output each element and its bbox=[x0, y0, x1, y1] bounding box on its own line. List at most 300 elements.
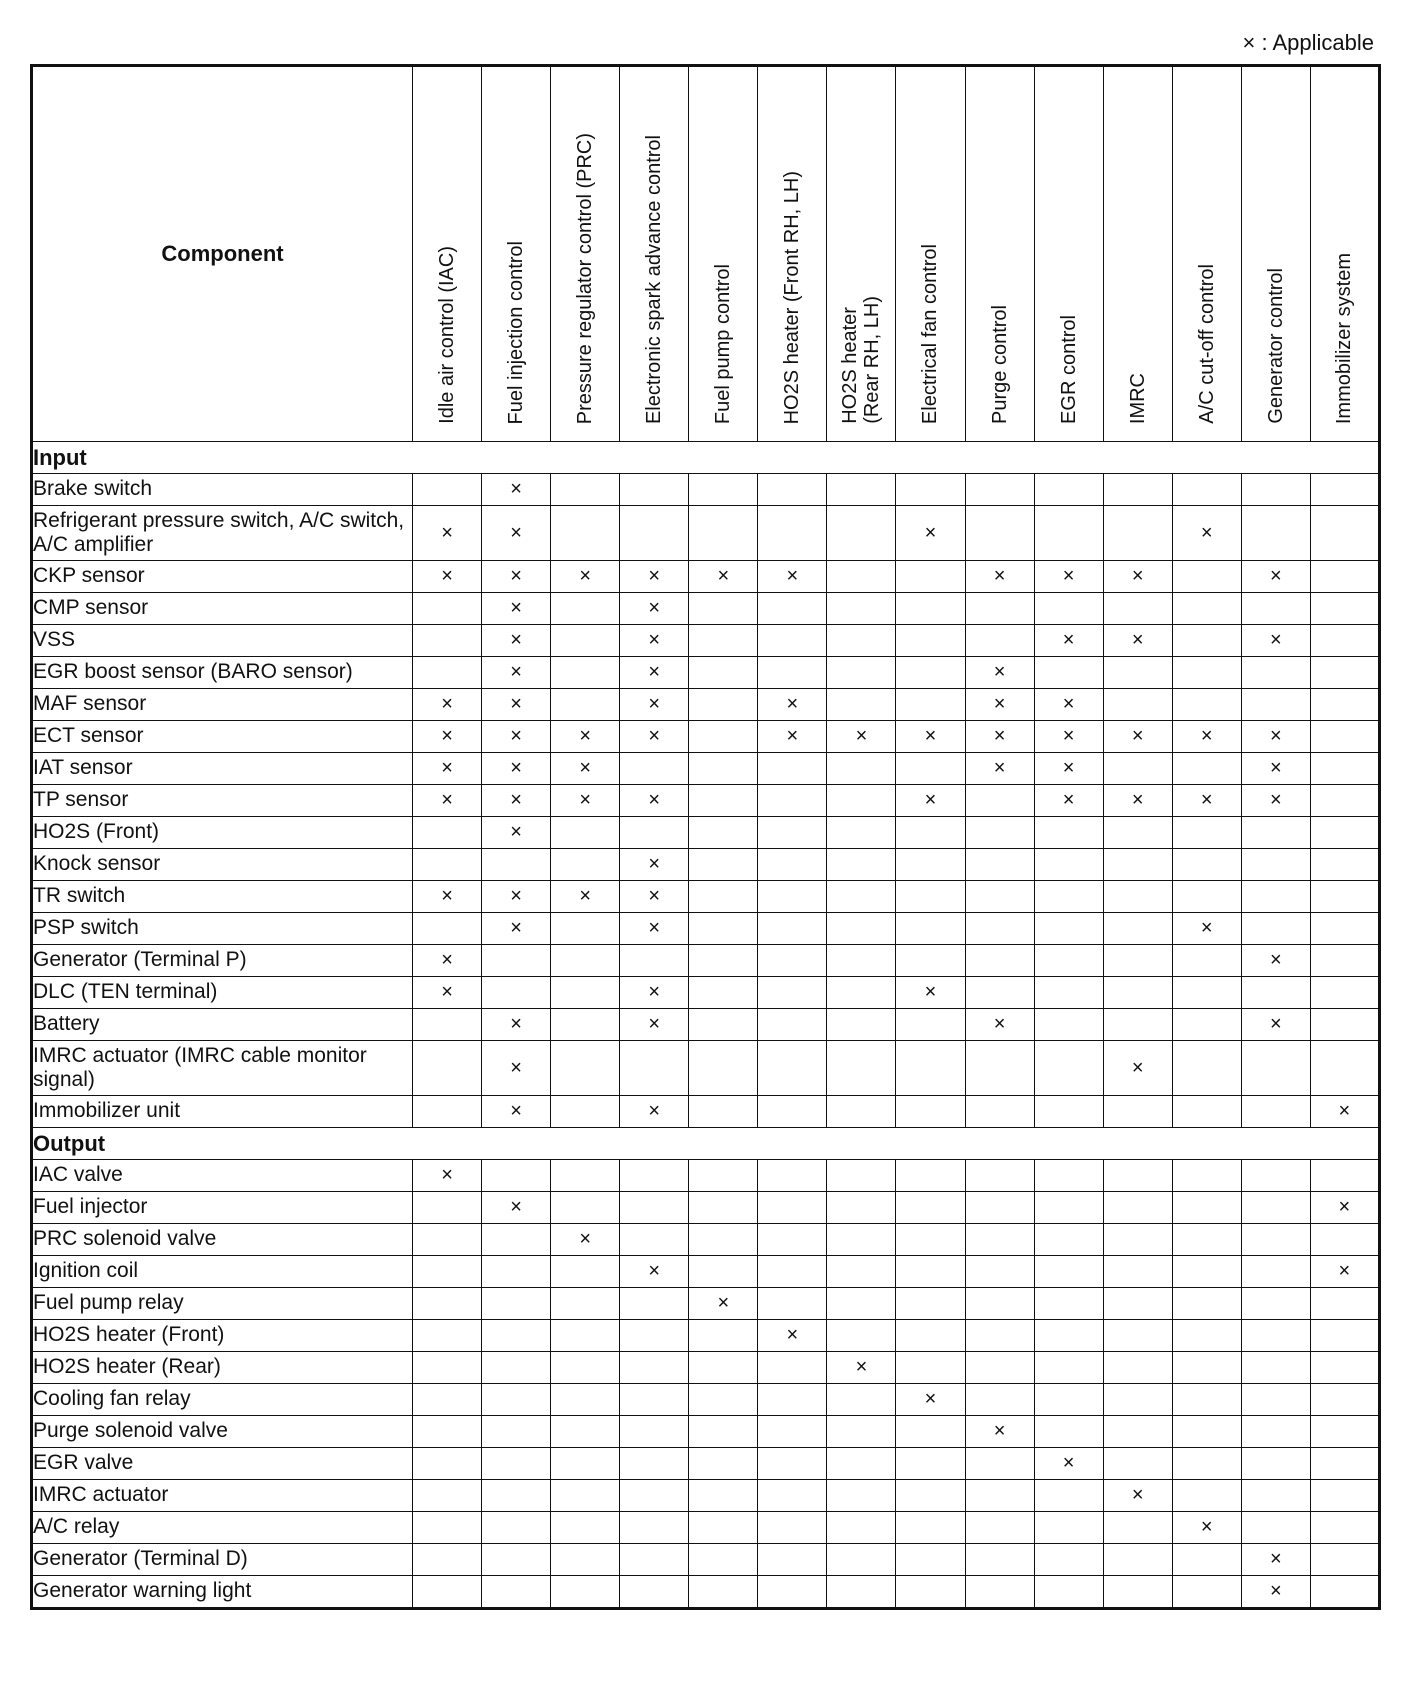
empty-cell bbox=[1034, 593, 1103, 625]
empty-cell bbox=[620, 1352, 689, 1384]
empty-cell bbox=[896, 593, 965, 625]
empty-cell bbox=[1172, 1576, 1241, 1609]
applicable-mark: × bbox=[482, 785, 551, 817]
table-row bbox=[32, 881, 1380, 913]
empty-cell bbox=[827, 1009, 896, 1041]
component-name: IMRC actuator (IMRC cable monitor signal) bbox=[32, 1041, 413, 1096]
empty-cell bbox=[620, 1512, 689, 1544]
empty-cell bbox=[758, 1576, 827, 1609]
empty-cell bbox=[1310, 945, 1379, 977]
applicable-mark: × bbox=[1034, 689, 1103, 721]
empty-cell bbox=[413, 1192, 482, 1224]
empty-cell bbox=[1241, 977, 1310, 1009]
empty-cell bbox=[1241, 1320, 1310, 1352]
empty-cell bbox=[758, 1512, 827, 1544]
empty-cell bbox=[482, 1576, 551, 1609]
empty-cell bbox=[758, 849, 827, 881]
component-name: CMP sensor bbox=[32, 593, 413, 625]
applicable-mark: × bbox=[1310, 1256, 1379, 1288]
applicable-mark: × bbox=[896, 721, 965, 753]
applicable-mark: × bbox=[413, 561, 482, 593]
applicable-mark: × bbox=[482, 625, 551, 657]
empty-cell bbox=[827, 1544, 896, 1576]
empty-cell bbox=[413, 849, 482, 881]
empty-cell bbox=[1034, 1416, 1103, 1448]
applicable-mark: × bbox=[896, 1384, 965, 1416]
empty-cell bbox=[1103, 657, 1172, 689]
empty-cell bbox=[827, 1160, 896, 1192]
empty-cell bbox=[1241, 1256, 1310, 1288]
empty-cell bbox=[1172, 625, 1241, 657]
empty-cell bbox=[1103, 1320, 1172, 1352]
applicable-mark: × bbox=[965, 689, 1034, 721]
column-header bbox=[965, 66, 1034, 442]
applicable-mark: × bbox=[551, 785, 620, 817]
empty-cell bbox=[689, 881, 758, 913]
component-name: MAF sensor bbox=[32, 689, 413, 721]
empty-cell bbox=[551, 817, 620, 849]
applicable-mark: × bbox=[1103, 1480, 1172, 1512]
empty-cell bbox=[551, 1576, 620, 1609]
empty-cell bbox=[827, 1448, 896, 1480]
empty-cell bbox=[689, 817, 758, 849]
empty-cell bbox=[1172, 1320, 1241, 1352]
empty-cell bbox=[551, 913, 620, 945]
applicable-mark: × bbox=[482, 657, 551, 689]
empty-cell bbox=[896, 1096, 965, 1128]
empty-cell bbox=[1241, 1041, 1310, 1096]
applicable-mark: × bbox=[620, 1009, 689, 1041]
empty-cell bbox=[689, 1256, 758, 1288]
empty-cell bbox=[689, 1576, 758, 1609]
empty-cell bbox=[689, 785, 758, 817]
component-name: Brake switch bbox=[32, 474, 413, 506]
empty-cell bbox=[1172, 474, 1241, 506]
empty-cell bbox=[482, 1320, 551, 1352]
applicable-mark: × bbox=[551, 561, 620, 593]
component-name: Fuel injector bbox=[32, 1192, 413, 1224]
applicable-mark: × bbox=[1241, 1544, 1310, 1576]
component-name: Purge solenoid valve bbox=[32, 1416, 413, 1448]
empty-cell bbox=[1034, 1041, 1103, 1096]
empty-cell bbox=[482, 945, 551, 977]
empty-cell bbox=[1241, 593, 1310, 625]
empty-cell bbox=[689, 1448, 758, 1480]
applicable-mark: × bbox=[620, 689, 689, 721]
applicable-mark: × bbox=[620, 1256, 689, 1288]
empty-cell bbox=[1310, 593, 1379, 625]
applicable-mark: × bbox=[413, 753, 482, 785]
empty-cell bbox=[965, 1160, 1034, 1192]
empty-cell bbox=[689, 689, 758, 721]
legend: × : Applicable bbox=[1242, 30, 1374, 55]
component-name: Fuel pump relay bbox=[32, 1288, 413, 1320]
empty-cell bbox=[965, 593, 1034, 625]
empty-cell bbox=[620, 1480, 689, 1512]
applicable-mark: × bbox=[1241, 753, 1310, 785]
empty-cell bbox=[1103, 753, 1172, 785]
empty-cell bbox=[1034, 1512, 1103, 1544]
empty-cell bbox=[827, 1384, 896, 1416]
empty-cell bbox=[896, 1416, 965, 1448]
empty-cell bbox=[965, 1320, 1034, 1352]
empty-cell bbox=[413, 593, 482, 625]
empty-cell bbox=[1172, 1384, 1241, 1416]
section-title: Output bbox=[32, 1128, 1380, 1160]
empty-cell bbox=[965, 1576, 1034, 1609]
empty-cell bbox=[413, 1224, 482, 1256]
empty-cell bbox=[758, 1288, 827, 1320]
empty-cell bbox=[896, 625, 965, 657]
empty-cell bbox=[620, 506, 689, 561]
empty-cell bbox=[551, 1448, 620, 1480]
empty-cell bbox=[620, 753, 689, 785]
applicable-mark: × bbox=[827, 721, 896, 753]
empty-cell bbox=[689, 474, 758, 506]
empty-cell bbox=[896, 1009, 965, 1041]
empty-cell bbox=[1034, 1384, 1103, 1416]
table-row bbox=[32, 625, 1380, 657]
applicable-mark: × bbox=[551, 753, 620, 785]
empty-cell bbox=[1103, 689, 1172, 721]
empty-cell bbox=[1172, 881, 1241, 913]
empty-cell bbox=[896, 1448, 965, 1480]
empty-cell bbox=[689, 1512, 758, 1544]
header-row bbox=[32, 66, 1380, 442]
empty-cell bbox=[896, 1041, 965, 1096]
empty-cell bbox=[620, 1448, 689, 1480]
empty-cell bbox=[827, 657, 896, 689]
empty-cell bbox=[1103, 817, 1172, 849]
empty-cell bbox=[758, 657, 827, 689]
empty-cell bbox=[689, 1160, 758, 1192]
empty-cell bbox=[758, 506, 827, 561]
empty-cell bbox=[827, 1224, 896, 1256]
empty-cell bbox=[827, 1480, 896, 1512]
empty-cell bbox=[1310, 657, 1379, 689]
empty-cell bbox=[758, 977, 827, 1009]
empty-cell bbox=[1310, 1352, 1379, 1384]
empty-cell bbox=[827, 625, 896, 657]
applicable-mark: × bbox=[1034, 625, 1103, 657]
empty-cell bbox=[689, 1320, 758, 1352]
applicable-mark: × bbox=[758, 1320, 827, 1352]
applicable-mark: × bbox=[827, 1352, 896, 1384]
empty-cell bbox=[689, 913, 758, 945]
empty-cell bbox=[1310, 785, 1379, 817]
empty-cell bbox=[551, 1041, 620, 1096]
empty-cell bbox=[1310, 817, 1379, 849]
empty-cell bbox=[1103, 1192, 1172, 1224]
empty-cell bbox=[620, 1384, 689, 1416]
table-row bbox=[32, 1288, 1380, 1320]
column-header-label: Immobilizer system bbox=[1333, 252, 1356, 424]
component-name: Generator (Terminal D) bbox=[32, 1544, 413, 1576]
applicable-mark: × bbox=[482, 506, 551, 561]
table-row bbox=[32, 1480, 1380, 1512]
empty-cell bbox=[413, 1352, 482, 1384]
empty-cell bbox=[965, 1448, 1034, 1480]
empty-cell bbox=[1172, 1224, 1241, 1256]
table-row bbox=[32, 593, 1380, 625]
empty-cell bbox=[1034, 977, 1103, 1009]
applicable-mark: × bbox=[758, 721, 827, 753]
empty-cell bbox=[689, 1480, 758, 1512]
applicable-mark: × bbox=[1172, 785, 1241, 817]
empty-cell bbox=[482, 1512, 551, 1544]
table-row bbox=[32, 1512, 1380, 1544]
component-name: EGR boost sensor (BARO sensor) bbox=[32, 657, 413, 689]
applicable-mark: × bbox=[758, 689, 827, 721]
empty-cell bbox=[620, 1320, 689, 1352]
table-row bbox=[32, 817, 1380, 849]
empty-cell bbox=[1241, 474, 1310, 506]
empty-cell bbox=[413, 913, 482, 945]
component-name: Cooling fan relay bbox=[32, 1384, 413, 1416]
component-name: Immobilizer unit bbox=[32, 1096, 413, 1128]
empty-cell bbox=[689, 753, 758, 785]
component-name: IMRC actuator bbox=[32, 1480, 413, 1512]
component-name: Battery bbox=[32, 1009, 413, 1041]
empty-cell bbox=[551, 1288, 620, 1320]
applicable-mark: × bbox=[965, 561, 1034, 593]
empty-cell bbox=[827, 1288, 896, 1320]
empty-cell bbox=[413, 657, 482, 689]
empty-cell bbox=[758, 1192, 827, 1224]
empty-cell bbox=[896, 849, 965, 881]
empty-cell bbox=[620, 1224, 689, 1256]
empty-cell bbox=[896, 1480, 965, 1512]
empty-cell bbox=[1103, 881, 1172, 913]
empty-cell bbox=[413, 1384, 482, 1416]
empty-cell bbox=[1241, 1480, 1310, 1512]
empty-cell bbox=[965, 977, 1034, 1009]
column-header-label: HO2S heater (Front RH, LH) bbox=[781, 170, 804, 424]
table-row bbox=[32, 1192, 1380, 1224]
column-header-label: IMRC bbox=[1126, 372, 1149, 424]
empty-cell bbox=[965, 945, 1034, 977]
component-name: ECT sensor bbox=[32, 721, 413, 753]
table-row bbox=[32, 1256, 1380, 1288]
empty-cell bbox=[620, 1544, 689, 1576]
empty-cell bbox=[1310, 1041, 1379, 1096]
empty-cell bbox=[758, 945, 827, 977]
empty-cell bbox=[689, 1416, 758, 1448]
applicable-mark: × bbox=[620, 977, 689, 1009]
empty-cell bbox=[758, 881, 827, 913]
table-row bbox=[32, 689, 1380, 721]
empty-cell bbox=[896, 817, 965, 849]
empty-cell bbox=[482, 1416, 551, 1448]
column-header bbox=[482, 66, 551, 442]
empty-cell bbox=[965, 1192, 1034, 1224]
applicable-mark: × bbox=[1310, 1192, 1379, 1224]
applicable-mark: × bbox=[551, 721, 620, 753]
empty-cell bbox=[896, 1576, 965, 1609]
empty-cell bbox=[758, 1041, 827, 1096]
column-header bbox=[758, 66, 827, 442]
empty-cell bbox=[620, 1041, 689, 1096]
column-header-label: Electronic spark advance control bbox=[643, 134, 666, 424]
table-row bbox=[32, 1009, 1380, 1041]
empty-cell bbox=[689, 593, 758, 625]
empty-cell bbox=[413, 1576, 482, 1609]
component-header: Component bbox=[32, 66, 413, 442]
empty-cell bbox=[551, 1320, 620, 1352]
empty-cell bbox=[482, 1544, 551, 1576]
empty-cell bbox=[965, 1224, 1034, 1256]
table-row bbox=[32, 1320, 1380, 1352]
table-row bbox=[32, 913, 1380, 945]
empty-cell bbox=[896, 474, 965, 506]
empty-cell bbox=[1103, 849, 1172, 881]
empty-cell bbox=[413, 1544, 482, 1576]
empty-cell bbox=[551, 474, 620, 506]
empty-cell bbox=[1034, 1480, 1103, 1512]
applicable-mark: × bbox=[413, 1160, 482, 1192]
empty-cell bbox=[551, 1192, 620, 1224]
empty-cell bbox=[896, 913, 965, 945]
empty-cell bbox=[413, 1288, 482, 1320]
applicable-mark: × bbox=[413, 945, 482, 977]
applicable-mark: × bbox=[965, 753, 1034, 785]
applicable-mark: × bbox=[482, 1009, 551, 1041]
empty-cell bbox=[965, 1096, 1034, 1128]
empty-cell bbox=[1241, 881, 1310, 913]
empty-cell bbox=[689, 657, 758, 689]
empty-cell bbox=[620, 1160, 689, 1192]
empty-cell bbox=[1310, 753, 1379, 785]
empty-cell bbox=[965, 1041, 1034, 1096]
applicable-mark: × bbox=[482, 593, 551, 625]
column-header-label: Fuel pump control bbox=[712, 263, 735, 424]
empty-cell bbox=[551, 1416, 620, 1448]
empty-cell bbox=[1034, 657, 1103, 689]
applicable-mark: × bbox=[1103, 785, 1172, 817]
empty-cell bbox=[551, 977, 620, 1009]
empty-cell bbox=[896, 753, 965, 785]
empty-cell bbox=[689, 625, 758, 657]
empty-cell bbox=[1310, 1288, 1379, 1320]
empty-cell bbox=[1310, 1224, 1379, 1256]
column-header-label: A/C cut-off control bbox=[1195, 264, 1218, 424]
empty-cell bbox=[1034, 1192, 1103, 1224]
empty-cell bbox=[1172, 1352, 1241, 1384]
empty-cell bbox=[758, 1384, 827, 1416]
empty-cell bbox=[1241, 1288, 1310, 1320]
empty-cell bbox=[482, 1384, 551, 1416]
empty-cell bbox=[1310, 1416, 1379, 1448]
applicable-mark: × bbox=[620, 1096, 689, 1128]
empty-cell bbox=[758, 1224, 827, 1256]
applicable-mark: × bbox=[1172, 506, 1241, 561]
empty-cell bbox=[827, 817, 896, 849]
applicable-mark: × bbox=[965, 657, 1034, 689]
empty-cell bbox=[1310, 1576, 1379, 1609]
empty-cell bbox=[413, 1480, 482, 1512]
empty-cell bbox=[551, 1160, 620, 1192]
empty-cell bbox=[1103, 1224, 1172, 1256]
applicable-mark: × bbox=[1103, 561, 1172, 593]
empty-cell bbox=[482, 1160, 551, 1192]
empty-cell bbox=[827, 1096, 896, 1128]
empty-cell bbox=[551, 1256, 620, 1288]
empty-cell bbox=[413, 1320, 482, 1352]
empty-cell bbox=[758, 1256, 827, 1288]
component-name: Refrigerant pressure switch, A/C switch, A/C amplifier bbox=[32, 506, 413, 561]
empty-cell bbox=[1310, 1384, 1379, 1416]
column-header-label: EGR control bbox=[1057, 315, 1080, 424]
empty-cell bbox=[965, 1256, 1034, 1288]
empty-cell bbox=[896, 1512, 965, 1544]
empty-cell bbox=[482, 1256, 551, 1288]
empty-cell bbox=[758, 1416, 827, 1448]
empty-cell bbox=[689, 945, 758, 977]
applicable-mark: × bbox=[482, 881, 551, 913]
empty-cell bbox=[620, 1576, 689, 1609]
section-header-row bbox=[32, 442, 1380, 474]
component-name: Generator warning light bbox=[32, 1576, 413, 1609]
empty-cell bbox=[482, 1224, 551, 1256]
applicable-mark: × bbox=[1034, 753, 1103, 785]
empty-cell bbox=[413, 625, 482, 657]
applicable-mark: × bbox=[620, 561, 689, 593]
column-header bbox=[1172, 66, 1241, 442]
applicable-mark: × bbox=[413, 785, 482, 817]
empty-cell bbox=[965, 1384, 1034, 1416]
empty-cell bbox=[1172, 1416, 1241, 1448]
empty-cell bbox=[413, 1009, 482, 1041]
applicable-mark: × bbox=[413, 506, 482, 561]
empty-cell bbox=[1241, 1512, 1310, 1544]
empty-cell bbox=[413, 1416, 482, 1448]
table-row bbox=[32, 1384, 1380, 1416]
applicable-mark: × bbox=[482, 753, 551, 785]
applicable-mark: × bbox=[620, 913, 689, 945]
column-header-label: Idle air control (IAC) bbox=[436, 246, 459, 424]
empty-cell bbox=[689, 1352, 758, 1384]
empty-cell bbox=[689, 849, 758, 881]
empty-cell bbox=[827, 1576, 896, 1609]
empty-cell bbox=[1310, 1320, 1379, 1352]
applicable-mark: × bbox=[1103, 721, 1172, 753]
empty-cell bbox=[896, 1352, 965, 1384]
component-name: CKP sensor bbox=[32, 561, 413, 593]
empty-cell bbox=[827, 945, 896, 977]
applicable-mark: × bbox=[413, 881, 482, 913]
empty-cell bbox=[1034, 1320, 1103, 1352]
empty-cell bbox=[758, 1160, 827, 1192]
empty-cell bbox=[689, 1224, 758, 1256]
empty-cell bbox=[965, 1480, 1034, 1512]
empty-cell bbox=[1034, 1352, 1103, 1384]
empty-cell bbox=[620, 1416, 689, 1448]
empty-cell bbox=[1172, 593, 1241, 625]
applicable-mark: × bbox=[482, 561, 551, 593]
empty-cell bbox=[827, 753, 896, 785]
empty-cell bbox=[1310, 1009, 1379, 1041]
empty-cell bbox=[1310, 1512, 1379, 1544]
applicable-mark: × bbox=[551, 881, 620, 913]
empty-cell bbox=[1241, 1384, 1310, 1416]
table-row bbox=[32, 506, 1380, 561]
table-row bbox=[32, 474, 1380, 506]
empty-cell bbox=[620, 1192, 689, 1224]
empty-cell bbox=[689, 721, 758, 753]
empty-cell bbox=[1103, 1448, 1172, 1480]
applicable-mark: × bbox=[896, 977, 965, 1009]
empty-cell bbox=[896, 1256, 965, 1288]
